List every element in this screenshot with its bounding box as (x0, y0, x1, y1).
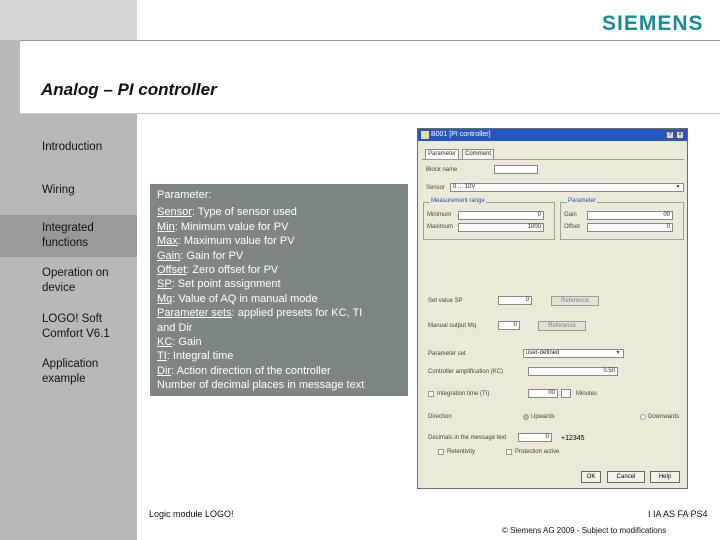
sensor-label: Sensor (426, 185, 446, 191)
copyright-text: © Siemens AG 2009 - Subject to modifications (502, 526, 667, 535)
param-line: Max: Maximum value for PV (157, 235, 295, 248)
pi-controller-dialog (417, 128, 688, 489)
block-name-input[interactable] (494, 165, 538, 174)
chevron-down-icon: ▾ (616, 350, 620, 356)
nav-item-label: Introduction (42, 141, 103, 153)
dialog-title: B001 [PI controller] (431, 131, 491, 138)
nav-item-label-2: Comfort V6.1 (42, 328, 110, 340)
decimals-input[interactable]: 0 (518, 433, 552, 442)
direction-downwards-label: Downwards (648, 414, 680, 420)
parameter-description-panel (150, 184, 408, 396)
tab-parameter[interactable]: Parameter (425, 149, 459, 159)
gain-input[interactable]: 00 (587, 211, 673, 220)
retentivity-label: Retentivity (447, 449, 476, 455)
amplification-label: Controller amplification (KC) (428, 369, 504, 375)
cancel-button[interactable]: Cancel (607, 471, 645, 483)
measurement-range-title: Measurement range (431, 198, 485, 204)
parameter-group (560, 198, 684, 240)
nav-item-label-2: functions (42, 237, 89, 249)
nav-item-label: Operation on (42, 267, 109, 279)
parameter-set-label: Parameter set (428, 351, 466, 357)
param-line: TI: Integral time (157, 350, 234, 363)
param-line: Min: Minimum value for PV (157, 220, 289, 233)
offset-input[interactable]: 0 (587, 223, 673, 232)
parameter-group-title: Parameter (568, 198, 597, 204)
dialog-titlebar[interactable] (418, 129, 687, 141)
nav-item-logo-soft-comfort[interactable] (0, 312, 137, 342)
integration-time-checkbox[interactable] (428, 391, 434, 397)
footer-left-text: Logic module LOGO! (149, 509, 234, 519)
gain-label: Gain (564, 212, 577, 218)
manual-value-input[interactable]: 0 (498, 321, 520, 330)
nav-item-introduction[interactable] (0, 140, 137, 155)
siemens-logo: SIEMENS (602, 12, 704, 35)
block-icon (421, 131, 429, 139)
parameter-heading: Parameter: (157, 189, 212, 201)
nav-item-label: Wiring (42, 184, 75, 196)
decimals-example: +12345 (561, 435, 585, 442)
retentivity-checkbox[interactable] (438, 449, 444, 455)
measurement-range-group (423, 198, 555, 240)
left-header-block (0, 0, 137, 40)
offset-label: Offset (564, 224, 580, 230)
nav-item-label: LOGO! Soft (42, 313, 103, 325)
integration-time-label: Integration time (TI) (437, 391, 490, 397)
help-button[interactable]: Help (650, 471, 680, 483)
close-icon[interactable]: × (676, 131, 684, 139)
direction-upwards-label: Upwards (531, 414, 555, 420)
tab-divider (422, 159, 684, 160)
footer-right-text: I IA AS FA PS4 (648, 509, 708, 519)
param-line: Offset: Zero offset for PV (157, 264, 279, 277)
minimum-label: Minimum (427, 212, 452, 218)
param-line: and Dir (157, 321, 193, 334)
block-name-label: Block name (426, 167, 458, 173)
tab-comment[interactable]: Comment (462, 149, 494, 159)
param-line: Mq: Value of AQ in manual mode (157, 292, 318, 305)
minimum-input[interactable]: 0 (458, 211, 544, 220)
param-line: Gain: Gain for PV (157, 249, 244, 262)
maximum-label: Maximum (427, 224, 454, 230)
slide-title: Analog – PI controller (41, 80, 217, 99)
nav-item-operation-on-device[interactable] (0, 266, 137, 296)
direction-upwards-radio[interactable] (523, 414, 529, 420)
help-icon[interactable]: ? (666, 131, 674, 139)
integration-time-input[interactable]: 00 (528, 389, 558, 398)
set-value-reference-button[interactable]: Reference (551, 296, 599, 306)
protection-label: Protection active (515, 449, 560, 455)
nav-item-integrated-functions[interactable] (0, 215, 137, 257)
decimals-label: Decimals in the message text (428, 435, 507, 441)
direction-label: Direction (428, 414, 452, 420)
param-line: Number of decimal places in message text (157, 379, 365, 392)
param-line: Sensor: Type of sensor used (157, 206, 297, 219)
nav-item-label-2: device (42, 282, 76, 294)
direction-downwards-radio[interactable] (640, 414, 646, 420)
nav-item-label: Integrated (42, 222, 94, 234)
parameter-set-select[interactable]: user-defined ▾ (523, 349, 624, 358)
ok-button[interactable]: OK (581, 471, 601, 483)
title-band (20, 40, 720, 114)
sensor-select[interactable]: 0 ... 10V ▾ (450, 183, 684, 192)
param-line: Dir: Action direction of the controller (157, 364, 331, 377)
set-value-label: Set value SP (428, 298, 463, 304)
manual-value-label: Manual output Mq (428, 323, 477, 329)
integration-time-unit: Minutes (576, 391, 598, 397)
chevron-down-icon: ▾ (676, 184, 680, 190)
param-line: Parameter sets: applied presets for KC, TI (157, 307, 363, 320)
manual-value-reference-button[interactable]: Reference (538, 321, 586, 331)
nav-item-wiring[interactable] (0, 183, 137, 198)
amplification-input[interactable]: 0.50 (528, 367, 618, 376)
param-line: KC: Gain (157, 336, 202, 349)
nav-item-application-example[interactable] (0, 357, 137, 387)
param-line: SP: Set point assignment (157, 278, 281, 291)
nav-item-label-2: example (42, 373, 86, 385)
maximum-input[interactable]: 1000 (458, 223, 544, 232)
integration-time-lock[interactable] (561, 389, 571, 398)
set-value-input[interactable]: 0 (498, 296, 532, 305)
nav-item-label: Application (42, 358, 99, 370)
protection-checkbox[interactable] (506, 449, 512, 455)
